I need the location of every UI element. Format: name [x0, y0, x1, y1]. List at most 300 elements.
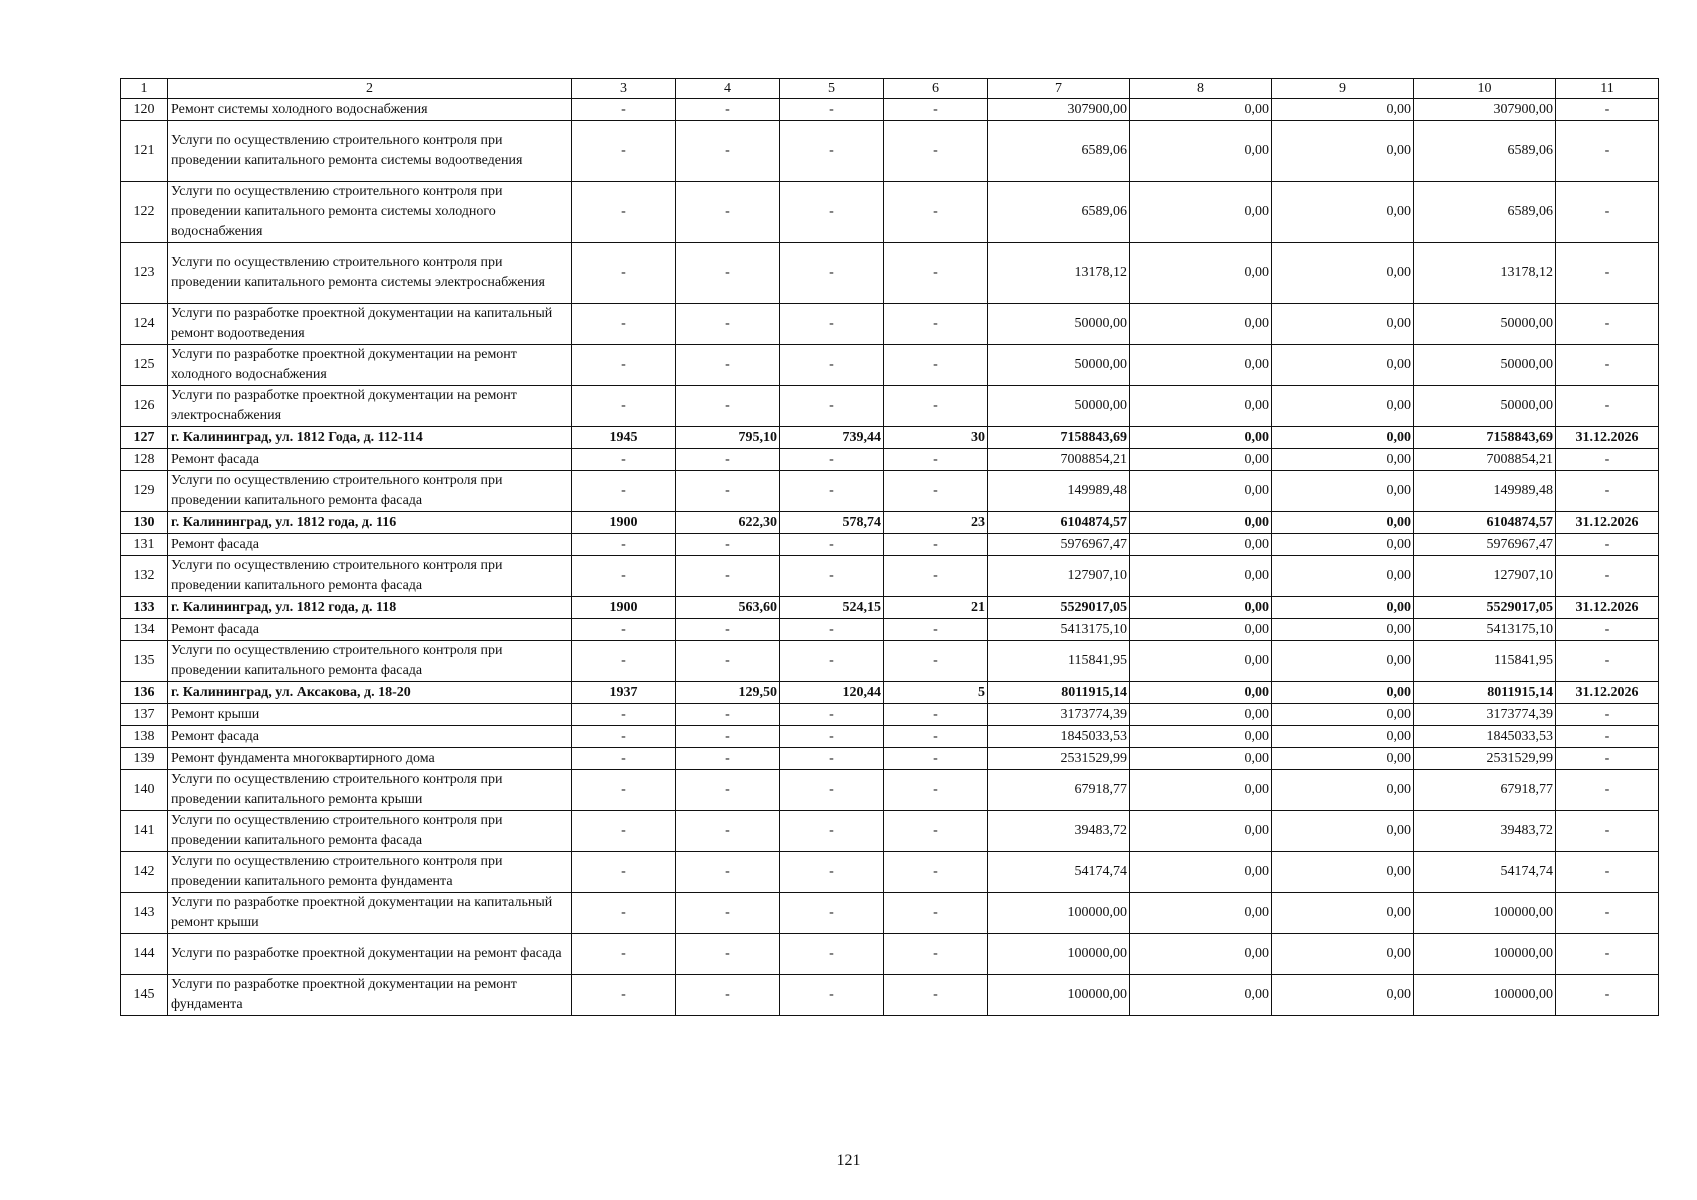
work-description-cell: Услуги по разработке проектной документации на ремонт холодного водоснабжения [168, 345, 572, 386]
total-cost-cell: 5976967,47 [988, 534, 1130, 556]
total-cost-cell: 100000,00 [988, 975, 1130, 1016]
table-row [121, 512, 1659, 534]
table-row [121, 427, 1659, 449]
regional-funds-cell: 0,00 [1272, 726, 1414, 748]
work-description-cell: Услуги по осуществлению строительного контроля при проведении капитального ремонта фасада [168, 556, 572, 597]
header-cell: 5 [780, 79, 884, 99]
federal-funds-cell: 0,00 [1130, 704, 1272, 726]
living-area-cell: 578,74 [780, 512, 884, 534]
total-area-cell: - [676, 304, 780, 345]
total-cost-cell: 54174,74 [988, 852, 1130, 893]
row-number-cell: 128 [121, 449, 168, 471]
regional-funds-cell: 0,00 [1272, 893, 1414, 934]
work-description-cell: Ремонт фасада [168, 619, 572, 641]
header-cell: 4 [676, 79, 780, 99]
row-number-cell: 136 [121, 682, 168, 704]
completion-date-cell: 31.12.2026 [1556, 512, 1659, 534]
page-number: 121 [836, 1152, 861, 1169]
federal-funds-cell: 0,00 [1130, 386, 1272, 427]
total-area-cell: 795,10 [676, 427, 780, 449]
work-description-cell: Услуги по разработке проектной документации на ремонт фундамента [168, 975, 572, 1016]
residents-cell: - [884, 556, 988, 597]
year-cell: - [572, 534, 676, 556]
row-number-cell: 123 [121, 243, 168, 304]
table-row [121, 852, 1659, 893]
living-area-cell: - [780, 449, 884, 471]
living-area-cell: - [780, 243, 884, 304]
federal-funds-cell: 0,00 [1130, 471, 1272, 512]
living-area-cell: - [780, 641, 884, 682]
owner-funds-cell: 6589,06 [1414, 121, 1556, 182]
completion-date-cell: - [1556, 182, 1659, 243]
owner-funds-cell: 5976967,47 [1414, 534, 1556, 556]
regional-funds-cell: 0,00 [1272, 975, 1414, 1016]
residents-cell: - [884, 975, 988, 1016]
completion-date-cell: - [1556, 121, 1659, 182]
row-number-cell: 140 [121, 770, 168, 811]
regional-funds-cell: 0,00 [1272, 641, 1414, 682]
total-area-cell: - [676, 534, 780, 556]
residents-cell: - [884, 726, 988, 748]
total-area-cell: - [676, 449, 780, 471]
residents-cell: - [884, 99, 988, 121]
owner-funds-cell: 54174,74 [1414, 852, 1556, 893]
total-cost-cell: 3173774,39 [988, 704, 1130, 726]
total-area-cell: - [676, 243, 780, 304]
federal-funds-cell: 0,00 [1130, 304, 1272, 345]
living-area-cell: - [780, 304, 884, 345]
total-cost-cell: 50000,00 [988, 345, 1130, 386]
owner-funds-cell: 307900,00 [1414, 99, 1556, 121]
total-area-cell: - [676, 99, 780, 121]
total-area-cell: - [676, 345, 780, 386]
table-row [121, 811, 1659, 852]
completion-date-cell: - [1556, 975, 1659, 1016]
regional-funds-cell: 0,00 [1272, 619, 1414, 641]
residents-cell: 30 [884, 427, 988, 449]
federal-funds-cell: 0,00 [1130, 619, 1272, 641]
residents-cell: - [884, 386, 988, 427]
year-cell: - [572, 641, 676, 682]
total-cost-cell: 5529017,05 [988, 597, 1130, 619]
work-description-cell: Услуги по осуществлению строительного контроля при проведении капитального ремонта фасада [168, 471, 572, 512]
living-area-cell: - [780, 386, 884, 427]
living-area-cell: - [780, 934, 884, 975]
living-area-cell: - [780, 619, 884, 641]
year-cell: - [572, 893, 676, 934]
living-area-cell: - [780, 471, 884, 512]
residents-cell: - [884, 449, 988, 471]
living-area-cell: - [780, 748, 884, 770]
completion-date-cell: - [1556, 852, 1659, 893]
regional-funds-cell: 0,00 [1272, 243, 1414, 304]
year-cell: - [572, 386, 676, 427]
completion-date-cell: - [1556, 770, 1659, 811]
row-number-cell: 132 [121, 556, 168, 597]
regional-funds-cell: 0,00 [1272, 811, 1414, 852]
federal-funds-cell: 0,00 [1130, 512, 1272, 534]
year-cell: 1937 [572, 682, 676, 704]
table-row [121, 726, 1659, 748]
federal-funds-cell: 0,00 [1130, 534, 1272, 556]
total-cost-cell: 6589,06 [988, 182, 1130, 243]
table-row [121, 619, 1659, 641]
table-row [121, 975, 1659, 1016]
regional-funds-cell: 0,00 [1272, 852, 1414, 893]
header-cell: 6 [884, 79, 988, 99]
living-area-cell: - [780, 770, 884, 811]
total-area-cell: - [676, 182, 780, 243]
row-number-cell: 134 [121, 619, 168, 641]
work-description-cell: Ремонт фасада [168, 534, 572, 556]
owner-funds-cell: 8011915,14 [1414, 682, 1556, 704]
year-cell: - [572, 934, 676, 975]
owner-funds-cell: 50000,00 [1414, 304, 1556, 345]
owner-funds-cell: 100000,00 [1414, 934, 1556, 975]
table-row [121, 345, 1659, 386]
residents-cell: - [884, 893, 988, 934]
row-number-cell: 122 [121, 182, 168, 243]
regional-funds-cell: 0,00 [1272, 934, 1414, 975]
owner-funds-cell: 5413175,10 [1414, 619, 1556, 641]
work-description-cell: Услуги по осуществлению строительного контроля при проведении капитального ремонта системы водоотведения [168, 121, 572, 182]
residents-cell: - [884, 182, 988, 243]
regional-funds-cell: 0,00 [1272, 121, 1414, 182]
header-cell: 8 [1130, 79, 1272, 99]
federal-funds-cell: 0,00 [1130, 121, 1272, 182]
row-number-cell: 145 [121, 975, 168, 1016]
residents-cell: 23 [884, 512, 988, 534]
total-cost-cell: 50000,00 [988, 304, 1130, 345]
table-row [121, 121, 1659, 182]
table-row [121, 243, 1659, 304]
table-row [121, 534, 1659, 556]
regional-funds-cell: 0,00 [1272, 748, 1414, 770]
living-area-cell: - [780, 345, 884, 386]
residents-cell: 5 [884, 682, 988, 704]
table-row [121, 386, 1659, 427]
work-description-cell: Услуги по осуществлению строительного контроля при проведении капитального ремонта фасада [168, 811, 572, 852]
residents-cell: - [884, 121, 988, 182]
completion-date-cell: 31.12.2026 [1556, 597, 1659, 619]
residents-cell: - [884, 770, 988, 811]
header-cell: 3 [572, 79, 676, 99]
living-area-cell: - [780, 704, 884, 726]
work-description-cell: Ремонт фундамента многоквартирного дома [168, 748, 572, 770]
completion-date-cell: - [1556, 534, 1659, 556]
row-number-cell: 141 [121, 811, 168, 852]
completion-date-cell: - [1556, 726, 1659, 748]
year-cell: - [572, 975, 676, 1016]
owner-funds-cell: 149989,48 [1414, 471, 1556, 512]
work-description-cell: г. Калининград, ул. Аксакова, д. 18-20 [168, 682, 572, 704]
work-description-cell: Услуги по разработке проектной документации на капитальный ремонт водоотведения [168, 304, 572, 345]
total-area-cell: - [676, 471, 780, 512]
regional-funds-cell: 0,00 [1272, 182, 1414, 243]
year-cell: - [572, 243, 676, 304]
total-cost-cell: 67918,77 [988, 770, 1130, 811]
federal-funds-cell: 0,00 [1130, 811, 1272, 852]
table-row [121, 748, 1659, 770]
row-number-cell: 144 [121, 934, 168, 975]
residents-cell: - [884, 345, 988, 386]
year-cell: - [572, 304, 676, 345]
living-area-cell: - [780, 726, 884, 748]
header-cell: 2 [168, 79, 572, 99]
work-description-cell: Услуги по осуществлению строительного контроля при проведении капитального ремонта фасада [168, 641, 572, 682]
regional-funds-cell: 0,00 [1272, 512, 1414, 534]
owner-funds-cell: 50000,00 [1414, 345, 1556, 386]
work-description-cell: г. Калининград, ул. 1812 года, д. 118 [168, 597, 572, 619]
total-cost-cell: 39483,72 [988, 811, 1130, 852]
table-row [121, 704, 1659, 726]
completion-date-cell: - [1556, 99, 1659, 121]
owner-funds-cell: 5529017,05 [1414, 597, 1556, 619]
year-cell: - [572, 556, 676, 597]
living-area-cell: - [780, 975, 884, 1016]
living-area-cell: - [780, 121, 884, 182]
table-row [121, 304, 1659, 345]
work-description-cell: Услуги по разработке проектной документации на капитальный ремонт крыши [168, 893, 572, 934]
total-area-cell: - [676, 811, 780, 852]
completion-date-cell: 31.12.2026 [1556, 682, 1659, 704]
residents-cell: - [884, 811, 988, 852]
total-cost-cell: 7008854,21 [988, 449, 1130, 471]
federal-funds-cell: 0,00 [1130, 556, 1272, 597]
total-area-cell: - [676, 975, 780, 1016]
total-area-cell: 622,30 [676, 512, 780, 534]
regional-funds-cell: 0,00 [1272, 682, 1414, 704]
total-cost-cell: 149989,48 [988, 471, 1130, 512]
table-row [121, 182, 1659, 243]
year-cell: 1900 [572, 597, 676, 619]
residents-cell: - [884, 243, 988, 304]
work-description-cell: г. Калининград, ул. 1812 Года, д. 112-114 [168, 427, 572, 449]
owner-funds-cell: 39483,72 [1414, 811, 1556, 852]
regional-funds-cell: 0,00 [1272, 386, 1414, 427]
total-cost-cell: 127907,10 [988, 556, 1130, 597]
completion-date-cell: - [1556, 243, 1659, 304]
header-cell: 1 [121, 79, 168, 99]
owner-funds-cell: 7008854,21 [1414, 449, 1556, 471]
total-cost-cell: 100000,00 [988, 893, 1130, 934]
owner-funds-cell: 3173774,39 [1414, 704, 1556, 726]
work-description-cell: Услуги по осуществлению строительного контроля при проведении капитального ремонта крыши [168, 770, 572, 811]
work-description-cell: Ремонт крыши [168, 704, 572, 726]
total-area-cell: - [676, 893, 780, 934]
owner-funds-cell: 13178,12 [1414, 243, 1556, 304]
year-cell: - [572, 811, 676, 852]
work-description-cell: Услуги по осуществлению строительного контроля при проведении капитального ремонта системы холодного водоснабжения [168, 182, 572, 243]
completion-date-cell: - [1556, 811, 1659, 852]
federal-funds-cell: 0,00 [1130, 934, 1272, 975]
living-area-cell: - [780, 811, 884, 852]
row-number-cell: 124 [121, 304, 168, 345]
table-row [121, 449, 1659, 471]
regional-funds-cell: 0,00 [1272, 704, 1414, 726]
completion-date-cell: - [1556, 704, 1659, 726]
regional-funds-cell: 0,00 [1272, 597, 1414, 619]
year-cell: - [572, 449, 676, 471]
row-number-cell: 121 [121, 121, 168, 182]
residents-cell: - [884, 534, 988, 556]
regional-funds-cell: 0,00 [1272, 556, 1414, 597]
total-cost-cell: 50000,00 [988, 386, 1130, 427]
owner-funds-cell: 6104874,57 [1414, 512, 1556, 534]
row-number-cell: 143 [121, 893, 168, 934]
total-area-cell: - [676, 726, 780, 748]
year-cell: - [572, 704, 676, 726]
year-cell: - [572, 471, 676, 512]
total-cost-cell: 7158843,69 [988, 427, 1130, 449]
row-number-cell: 127 [121, 427, 168, 449]
row-number-cell: 131 [121, 534, 168, 556]
year-cell: - [572, 345, 676, 386]
header-cell: 7 [988, 79, 1130, 99]
owner-funds-cell: 115841,95 [1414, 641, 1556, 682]
row-number-cell: 129 [121, 471, 168, 512]
work-description-cell: Услуги по осуществлению строительного контроля при проведении капитального ремонта системы электроснабжения [168, 243, 572, 304]
completion-date-cell: - [1556, 619, 1659, 641]
federal-funds-cell: 0,00 [1130, 641, 1272, 682]
column-number-header [121, 79, 1659, 99]
document-sheet [120, 78, 1658, 1016]
living-area-cell: 524,15 [780, 597, 884, 619]
header-cell: 10 [1414, 79, 1556, 99]
row-number-cell: 138 [121, 726, 168, 748]
residents-cell: - [884, 704, 988, 726]
residents-cell: - [884, 852, 988, 893]
year-cell: - [572, 619, 676, 641]
regional-funds-cell: 0,00 [1272, 427, 1414, 449]
living-area-cell: 120,44 [780, 682, 884, 704]
federal-funds-cell: 0,00 [1130, 597, 1272, 619]
total-cost-cell: 13178,12 [988, 243, 1130, 304]
row-number-cell: 133 [121, 597, 168, 619]
federal-funds-cell: 0,00 [1130, 449, 1272, 471]
living-area-cell: 739,44 [780, 427, 884, 449]
federal-funds-cell: 0,00 [1130, 682, 1272, 704]
owner-funds-cell: 100000,00 [1414, 975, 1556, 1016]
table-row [121, 99, 1659, 121]
total-cost-cell: 115841,95 [988, 641, 1130, 682]
completion-date-cell: 31.12.2026 [1556, 427, 1659, 449]
federal-funds-cell: 0,00 [1130, 345, 1272, 386]
total-area-cell: - [676, 386, 780, 427]
total-cost-cell: 5413175,10 [988, 619, 1130, 641]
total-area-cell: 129,50 [676, 682, 780, 704]
row-number-cell: 130 [121, 512, 168, 534]
owner-funds-cell: 127907,10 [1414, 556, 1556, 597]
year-cell: - [572, 770, 676, 811]
regional-funds-cell: 0,00 [1272, 99, 1414, 121]
living-area-cell: - [780, 99, 884, 121]
federal-funds-cell: 0,00 [1130, 893, 1272, 934]
owner-funds-cell: 67918,77 [1414, 770, 1556, 811]
regional-funds-cell: 0,00 [1272, 449, 1414, 471]
total-cost-cell: 2531529,99 [988, 748, 1130, 770]
row-number-cell: 120 [121, 99, 168, 121]
federal-funds-cell: 0,00 [1130, 975, 1272, 1016]
total-area-cell: - [676, 748, 780, 770]
year-cell: - [572, 182, 676, 243]
completion-date-cell: - [1556, 304, 1659, 345]
regional-funds-cell: 0,00 [1272, 304, 1414, 345]
row-number-cell: 126 [121, 386, 168, 427]
residents-cell: - [884, 748, 988, 770]
table-row [121, 471, 1659, 512]
living-area-cell: - [780, 893, 884, 934]
owner-funds-cell: 7158843,69 [1414, 427, 1556, 449]
federal-funds-cell: 0,00 [1130, 99, 1272, 121]
table-row [121, 934, 1659, 975]
regional-funds-cell: 0,00 [1272, 345, 1414, 386]
completion-date-cell: - [1556, 345, 1659, 386]
owner-funds-cell: 100000,00 [1414, 893, 1556, 934]
year-cell: - [572, 852, 676, 893]
living-area-cell: - [780, 852, 884, 893]
total-area-cell: - [676, 934, 780, 975]
completion-date-cell: - [1556, 934, 1659, 975]
completion-date-cell: - [1556, 471, 1659, 512]
total-area-cell: - [676, 556, 780, 597]
completion-date-cell: - [1556, 641, 1659, 682]
year-cell: - [572, 726, 676, 748]
total-area-cell: - [676, 619, 780, 641]
header-cell: 11 [1556, 79, 1659, 99]
total-area-cell: - [676, 641, 780, 682]
total-cost-cell: 8011915,14 [988, 682, 1130, 704]
table-row [121, 770, 1659, 811]
owner-funds-cell: 2531529,99 [1414, 748, 1556, 770]
residents-cell: - [884, 471, 988, 512]
table-row [121, 597, 1659, 619]
completion-date-cell: - [1556, 386, 1659, 427]
total-cost-cell: 6589,06 [988, 121, 1130, 182]
total-cost-cell: 6104874,57 [988, 512, 1130, 534]
year-cell: - [572, 748, 676, 770]
federal-funds-cell: 0,00 [1130, 182, 1272, 243]
year-cell: - [572, 99, 676, 121]
work-description-cell: Ремонт фасада [168, 726, 572, 748]
regional-funds-cell: 0,00 [1272, 471, 1414, 512]
federal-funds-cell: 0,00 [1130, 726, 1272, 748]
work-description-cell: Ремонт системы холодного водоснабжения [168, 99, 572, 121]
living-area-cell: - [780, 182, 884, 243]
completion-date-cell: - [1556, 556, 1659, 597]
table-row [121, 641, 1659, 682]
work-description-cell: г. Калининград, ул. 1812 года, д. 116 [168, 512, 572, 534]
row-number-cell: 137 [121, 704, 168, 726]
total-cost-cell: 100000,00 [988, 934, 1130, 975]
table-body [121, 79, 1659, 1016]
total-area-cell: - [676, 852, 780, 893]
header-cell: 9 [1272, 79, 1414, 99]
residents-cell: - [884, 304, 988, 345]
table-row [121, 893, 1659, 934]
total-area-cell: - [676, 121, 780, 182]
federal-funds-cell: 0,00 [1130, 770, 1272, 811]
table-row [121, 556, 1659, 597]
regional-funds-cell: 0,00 [1272, 770, 1414, 811]
federal-funds-cell: 0,00 [1130, 243, 1272, 304]
owner-funds-cell: 6589,06 [1414, 182, 1556, 243]
row-number-cell: 142 [121, 852, 168, 893]
total-area-cell: 563,60 [676, 597, 780, 619]
total-cost-cell: 1845033,53 [988, 726, 1130, 748]
residents-cell: 21 [884, 597, 988, 619]
work-description-cell: Услуги по осуществлению строительного контроля при проведении капитального ремонта фундамента [168, 852, 572, 893]
